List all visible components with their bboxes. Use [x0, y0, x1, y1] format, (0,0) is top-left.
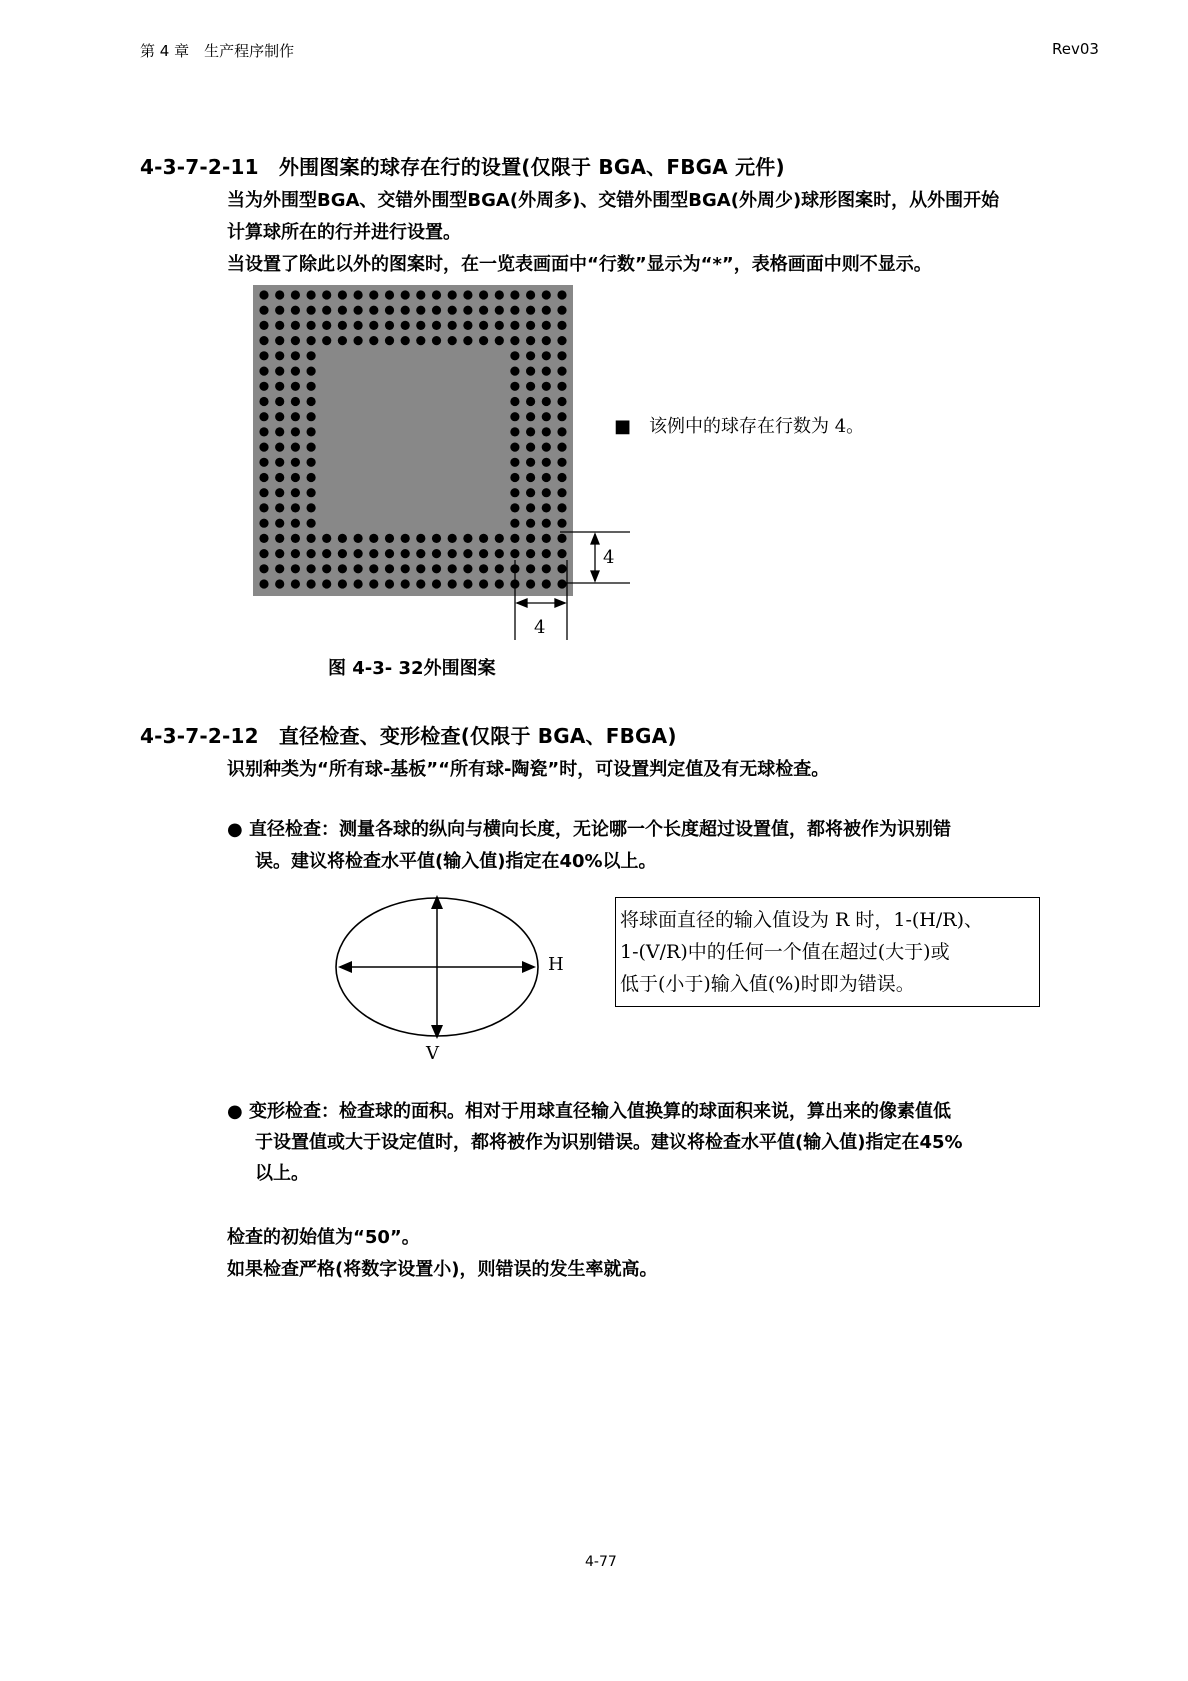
solder-ball	[307, 427, 316, 436]
solder-ball	[463, 321, 472, 330]
solder-ball	[401, 290, 410, 299]
solder-ball	[369, 290, 378, 299]
initial-value-text: 检查的初始值为“50”。	[227, 1227, 420, 1248]
solder-ball	[259, 306, 268, 315]
solder-ball	[557, 336, 566, 345]
solder-ball	[448, 321, 457, 330]
solder-ball	[557, 443, 566, 452]
solder-ball	[354, 336, 363, 345]
solder-ball	[291, 290, 300, 299]
solder-ball	[542, 503, 551, 512]
solder-ball	[401, 564, 410, 573]
solder-ball	[307, 306, 316, 315]
solder-ball	[416, 290, 425, 299]
solder-ball	[557, 564, 566, 573]
solder-ball	[463, 306, 472, 315]
solder-ball	[275, 534, 284, 543]
solder-ball	[542, 382, 551, 391]
solder-ball	[526, 488, 535, 497]
strictness-text: 如果检查严格(将数字设置小)，则错误的发生率就高。	[227, 1259, 658, 1280]
solder-ball	[448, 290, 457, 299]
solder-ball	[557, 427, 566, 436]
solder-ball	[432, 579, 441, 588]
solder-ball	[510, 336, 519, 345]
solder-ball	[542, 443, 551, 452]
solder-ball	[448, 549, 457, 558]
diameter-check-line-1: ● 直径检查：测量各球的纵向与横向长度，无论哪一个长度超过设置值，都将被作为识别错	[227, 819, 951, 840]
formula-line-1: 将球面直径的输入值设为 R 时，1-(H/R)、	[620, 909, 983, 931]
solder-ball	[307, 367, 316, 376]
solder-ball	[275, 503, 284, 512]
solder-ball	[307, 503, 316, 512]
solder-ball	[463, 579, 472, 588]
solder-ball	[416, 534, 425, 543]
solder-ball	[463, 564, 472, 573]
solder-ball	[259, 290, 268, 299]
solder-ball	[354, 534, 363, 543]
solder-ball	[526, 367, 535, 376]
solder-ball	[495, 306, 504, 315]
solder-ball	[416, 564, 425, 573]
solder-ball	[291, 503, 300, 512]
solder-ball	[542, 549, 551, 558]
solder-ball	[526, 579, 535, 588]
page-number: 4-77	[585, 1554, 617, 1570]
solder-ball	[557, 367, 566, 376]
solder-ball	[338, 564, 347, 573]
solder-ball	[526, 549, 535, 558]
solder-ball	[275, 306, 284, 315]
dimension-label-cols: 4	[534, 617, 546, 638]
solder-ball	[495, 564, 504, 573]
section1-line-1: 当为外围型BGA、交错外围型BGA(外周多)、交错外围型BGA(外周少)球形图案时，从外围开始	[227, 190, 1000, 211]
solder-ball	[542, 579, 551, 588]
solder-ball	[275, 443, 284, 452]
solder-ball	[291, 519, 300, 528]
solder-ball	[401, 549, 410, 558]
solder-ball	[291, 351, 300, 360]
solder-ball	[463, 534, 472, 543]
solder-ball	[557, 549, 566, 558]
solder-ball	[526, 534, 535, 543]
solder-ball	[510, 488, 519, 497]
solder-ball	[259, 503, 268, 512]
solder-ball	[510, 397, 519, 406]
solder-ball	[369, 579, 378, 588]
solder-ball	[510, 503, 519, 512]
solder-ball	[385, 306, 394, 315]
solder-ball	[448, 564, 457, 573]
solder-ball	[542, 290, 551, 299]
solder-ball	[510, 351, 519, 360]
solder-ball	[307, 290, 316, 299]
solder-ball	[542, 351, 551, 360]
solder-ball	[291, 564, 300, 573]
solder-ball	[322, 579, 331, 588]
solder-ball	[495, 336, 504, 345]
solder-ball	[354, 290, 363, 299]
solder-ball	[432, 321, 441, 330]
bga-perimeter-pattern-figure	[0, 0, 1188, 700]
solder-ball	[275, 290, 284, 299]
solder-ball	[385, 579, 394, 588]
solder-ball	[307, 351, 316, 360]
solder-ball	[526, 412, 535, 421]
solder-ball	[557, 382, 566, 391]
solder-ball	[307, 488, 316, 497]
solder-ball	[448, 336, 457, 345]
solder-ball	[542, 458, 551, 467]
solder-ball	[338, 579, 347, 588]
solder-ball	[495, 534, 504, 543]
solder-ball	[401, 579, 410, 588]
solder-ball	[557, 503, 566, 512]
solder-ball	[542, 427, 551, 436]
solder-ball	[479, 549, 488, 558]
solder-ball	[291, 382, 300, 391]
solder-ball	[259, 458, 268, 467]
solder-ball	[510, 367, 519, 376]
solder-ball	[448, 534, 457, 543]
solder-ball	[526, 473, 535, 482]
solder-ball	[557, 519, 566, 528]
solder-ball	[479, 290, 488, 299]
solder-ball	[291, 321, 300, 330]
chapter-header: 第 4 章 生产程序制作	[140, 42, 295, 60]
solder-ball	[401, 321, 410, 330]
solder-ball	[275, 427, 284, 436]
solder-ball	[510, 427, 519, 436]
dimension-label-rows: 4	[603, 547, 615, 568]
solder-ball	[526, 397, 535, 406]
solder-ball	[322, 336, 331, 345]
solder-ball	[275, 488, 284, 497]
solder-ball	[542, 564, 551, 573]
solder-ball	[432, 534, 441, 543]
solder-ball	[542, 519, 551, 528]
solder-ball	[510, 443, 519, 452]
solder-ball	[416, 306, 425, 315]
solder-ball	[275, 473, 284, 482]
solder-ball	[542, 367, 551, 376]
solder-ball	[526, 382, 535, 391]
figure-caption: 图 4-3- 32外围图案	[328, 658, 496, 679]
solder-ball	[307, 412, 316, 421]
solder-ball	[259, 549, 268, 558]
solder-ball	[275, 367, 284, 376]
solder-ball	[557, 321, 566, 330]
solder-ball	[526, 427, 535, 436]
solder-ball	[385, 290, 394, 299]
solder-ball	[259, 488, 268, 497]
solder-ball	[354, 564, 363, 573]
solder-ball	[291, 473, 300, 482]
ellipse-label-h: H	[548, 954, 564, 975]
solder-ball	[322, 549, 331, 558]
solder-ball	[259, 519, 268, 528]
solder-ball	[432, 336, 441, 345]
solder-ball	[557, 290, 566, 299]
solder-ball	[557, 534, 566, 543]
solder-ball	[291, 458, 300, 467]
solder-ball	[338, 549, 347, 558]
section1-line-2: 计算球所在的行并进行设置。	[227, 222, 461, 243]
ellipse-label-v: V	[426, 1043, 439, 1064]
solder-ball	[542, 321, 551, 330]
solder-ball	[275, 336, 284, 345]
solder-ball	[432, 290, 441, 299]
solder-ball	[291, 549, 300, 558]
solder-ball	[542, 336, 551, 345]
solder-ball	[307, 564, 316, 573]
solder-ball	[557, 579, 566, 588]
solder-ball	[369, 549, 378, 558]
section-title-4-3-7-2-11: 4-3-7-2-11 外围图案的球存在行的设置(仅限于 BGA、FBGA 元件)	[140, 155, 785, 179]
solder-ball	[526, 443, 535, 452]
solder-ball	[401, 336, 410, 345]
solder-ball	[495, 290, 504, 299]
solder-ball	[479, 321, 488, 330]
solder-ball	[542, 488, 551, 497]
solder-ball	[307, 519, 316, 528]
solder-ball	[307, 336, 316, 345]
solder-ball	[307, 321, 316, 330]
solder-ball	[510, 473, 519, 482]
solder-ball	[291, 306, 300, 315]
solder-ball	[526, 519, 535, 528]
solder-ball	[259, 336, 268, 345]
solder-ball	[259, 397, 268, 406]
solder-ball	[291, 397, 300, 406]
solder-ball	[275, 458, 284, 467]
solder-ball	[542, 534, 551, 543]
solder-ball	[322, 290, 331, 299]
solder-ball	[307, 534, 316, 543]
solder-ball	[275, 351, 284, 360]
solder-ball	[557, 458, 566, 467]
solder-ball	[291, 367, 300, 376]
solder-ball	[259, 579, 268, 588]
solder-ball	[510, 549, 519, 558]
solder-ball	[416, 336, 425, 345]
solder-ball	[542, 412, 551, 421]
section2-intro: 识别种类为“所有球-基板”“所有球-陶瓷”时，可设置判定值及有无球检查。	[227, 759, 830, 780]
formula-line-2: 1-(V/R)中的任何一个值在超过(大于)或	[620, 941, 950, 963]
solder-ball	[479, 579, 488, 588]
deformation-check-line-1: ● 变形检查：检查球的面积。相对于用球直径输入值换算的球面积来说，算出来的像素值低	[227, 1101, 951, 1122]
section1-line-3: 当设置了除此以外的图案时，在一览表画面中“行数”显示为“*”，表格画面中则不显示。	[227, 254, 932, 275]
solder-ball	[259, 412, 268, 421]
solder-ball	[275, 579, 284, 588]
solder-ball	[510, 382, 519, 391]
solder-ball	[259, 321, 268, 330]
deformation-check-line-2: 于设置值或大于设定值时，都将被作为识别错误。建议将检查水平值(输入值)指定在45%	[255, 1132, 963, 1153]
solder-ball	[307, 579, 316, 588]
deformation-check-line-3: 以上。	[255, 1163, 309, 1184]
solder-ball	[557, 412, 566, 421]
solder-ball	[557, 306, 566, 315]
solder-ball	[275, 564, 284, 573]
solder-ball	[526, 503, 535, 512]
solder-ball	[542, 397, 551, 406]
bga-package-body	[253, 285, 573, 596]
solder-ball	[369, 564, 378, 573]
diameter-check-line-2: 误。建议将检查水平值(输入值)指定在40%以上。	[255, 851, 657, 872]
section-title-4-3-7-2-12: 4-3-7-2-12 直径检查、变形检查(仅限于 BGA、FBGA)	[140, 724, 677, 748]
solder-ball	[526, 351, 535, 360]
solder-ball	[526, 336, 535, 345]
solder-ball	[432, 306, 441, 315]
solder-ball	[259, 473, 268, 482]
revision-label: Rev03	[1052, 40, 1099, 58]
solder-ball	[416, 321, 425, 330]
solder-ball	[322, 534, 331, 543]
solder-ball	[338, 336, 347, 345]
solder-ball	[369, 306, 378, 315]
solder-ball	[291, 579, 300, 588]
formula-box	[615, 897, 1040, 1007]
solder-ball	[526, 290, 535, 299]
solder-ball	[479, 564, 488, 573]
solder-ball	[510, 412, 519, 421]
solder-ball	[510, 306, 519, 315]
solder-ball	[557, 473, 566, 482]
solder-ball	[291, 412, 300, 421]
solder-ball	[259, 534, 268, 543]
solder-ball	[542, 306, 551, 315]
solder-ball	[259, 367, 268, 376]
solder-ball	[385, 321, 394, 330]
solder-ball	[354, 306, 363, 315]
solder-ball	[479, 306, 488, 315]
solder-ball	[510, 519, 519, 528]
solder-ball	[354, 579, 363, 588]
solder-ball	[448, 306, 457, 315]
solder-ball	[369, 534, 378, 543]
solder-ball	[416, 579, 425, 588]
solder-ball	[259, 443, 268, 452]
solder-ball	[526, 564, 535, 573]
solder-ball	[463, 549, 472, 558]
solder-ball	[338, 290, 347, 299]
solder-ball	[275, 321, 284, 330]
solder-ball	[369, 321, 378, 330]
solder-ball	[416, 549, 425, 558]
solder-ball	[291, 427, 300, 436]
solder-ball	[495, 321, 504, 330]
ellipse-diagram	[320, 885, 570, 1075]
solder-ball	[259, 564, 268, 573]
solder-ball	[526, 458, 535, 467]
solder-ball	[385, 549, 394, 558]
solder-ball	[495, 549, 504, 558]
solder-ball	[510, 321, 519, 330]
solder-ball	[510, 534, 519, 543]
solder-ball	[432, 549, 441, 558]
solder-ball	[448, 579, 457, 588]
solder-ball	[322, 564, 331, 573]
solder-ball	[275, 382, 284, 391]
formula-line-3: 低于(小于)输入值(%)时即为错误。	[620, 973, 915, 995]
solder-ball	[557, 397, 566, 406]
solder-ball	[463, 336, 472, 345]
solder-ball	[495, 579, 504, 588]
solder-ball	[557, 488, 566, 497]
solder-ball	[385, 564, 394, 573]
solder-ball	[291, 336, 300, 345]
solder-ball	[307, 382, 316, 391]
solder-ball	[510, 290, 519, 299]
solder-ball	[275, 412, 284, 421]
solder-ball	[510, 458, 519, 467]
solder-ball	[401, 534, 410, 543]
solder-ball	[369, 336, 378, 345]
solder-ball	[401, 306, 410, 315]
solder-ball	[259, 427, 268, 436]
solder-ball	[291, 534, 300, 543]
solder-ball	[526, 306, 535, 315]
solder-ball	[463, 290, 472, 299]
solder-ball	[479, 534, 488, 543]
solder-ball	[322, 321, 331, 330]
solder-ball	[307, 549, 316, 558]
solder-ball	[432, 564, 441, 573]
solder-ball	[385, 336, 394, 345]
solder-ball	[338, 321, 347, 330]
solder-ball	[275, 549, 284, 558]
solder-ball	[291, 488, 300, 497]
solder-ball	[275, 519, 284, 528]
solder-ball	[307, 458, 316, 467]
solder-ball	[307, 443, 316, 452]
figure-note: ■ 该例中的球存在行数为 4。	[614, 416, 865, 437]
solder-ball	[557, 351, 566, 360]
solder-ball	[338, 306, 347, 315]
solder-ball	[259, 382, 268, 391]
solder-ball	[307, 473, 316, 482]
solder-ball	[542, 473, 551, 482]
solder-ball	[291, 443, 300, 452]
solder-ball	[259, 351, 268, 360]
solder-ball	[338, 534, 347, 543]
solder-ball	[354, 321, 363, 330]
solder-ball	[385, 534, 394, 543]
solder-ball	[354, 549, 363, 558]
solder-ball	[322, 306, 331, 315]
solder-ball	[275, 397, 284, 406]
solder-ball	[479, 336, 488, 345]
solder-ball	[307, 397, 316, 406]
solder-ball	[526, 321, 535, 330]
